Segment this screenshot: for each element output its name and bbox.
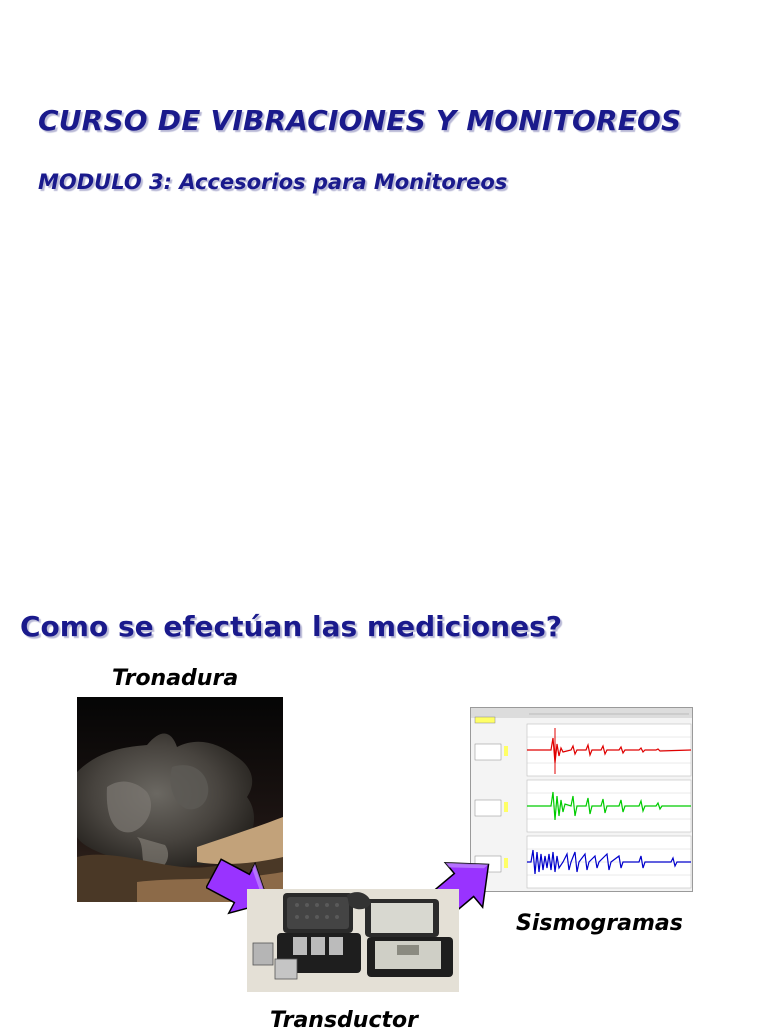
section-question: Como se efectúan las mediciones? xyxy=(20,610,562,643)
page-subtitle: MODULO 3: Accesorios para Monitoreos xyxy=(38,170,508,194)
seismogram-display xyxy=(470,707,693,892)
seismogram-chart xyxy=(471,708,692,891)
transducer-photo xyxy=(247,889,459,992)
blast-label: Tronadura xyxy=(112,666,239,691)
seismograms-label: Sismogramas xyxy=(516,911,683,936)
transducer-label: Transductor xyxy=(270,1008,418,1033)
transducer-illustration xyxy=(247,889,459,992)
page-title: CURSO DE VIBRACIONES Y MONITOREOS xyxy=(38,104,682,137)
